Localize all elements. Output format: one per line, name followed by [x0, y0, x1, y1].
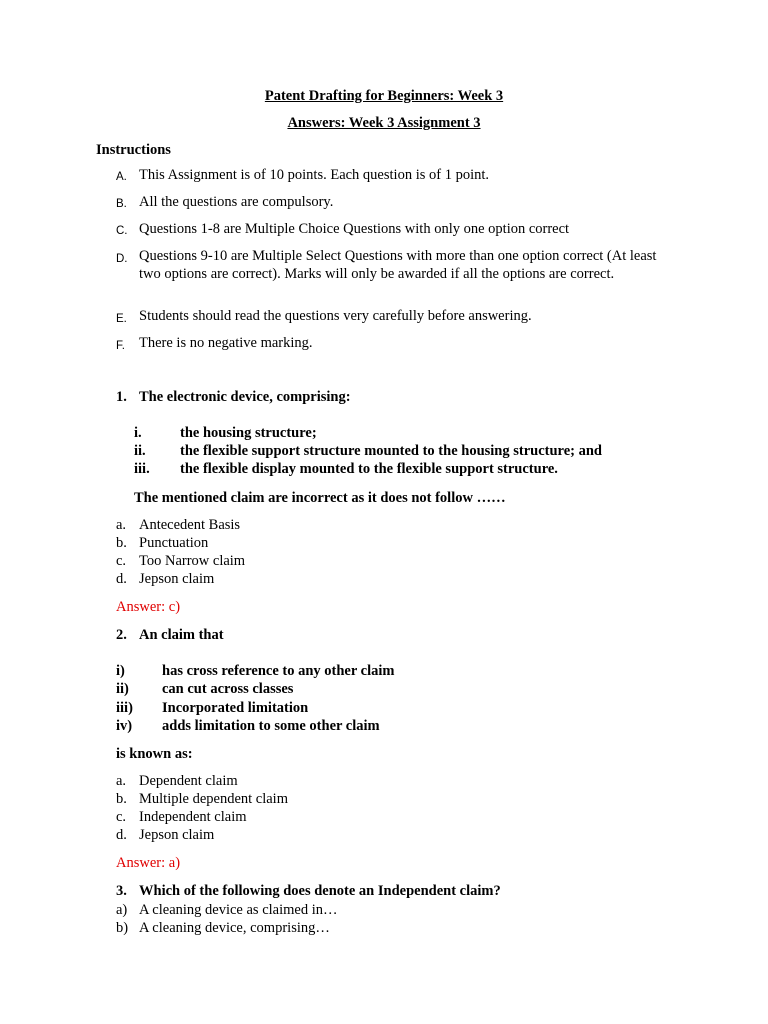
question-number: 1. — [116, 389, 127, 405]
option-text: Dependent claim — [139, 773, 238, 789]
sub-item-text: the housing structure; — [180, 425, 317, 441]
list-marker: D. — [116, 253, 128, 265]
option-text: Jepson claim — [139, 827, 215, 843]
list-text: There is no negative marking. — [139, 335, 313, 351]
list-text: Questions 1-8 are Multiple Choice Questions with only one option correct — [139, 221, 570, 237]
option-marker: b) — [116, 920, 129, 936]
sub-item-text: the flexible support structure mounted to the housing structure; and — [180, 443, 602, 459]
list-text: This Assignment is of 10 points. Each question is of 1 point. — [139, 167, 490, 183]
sub-item-text: Incorporated limitation — [162, 700, 309, 716]
list-text: Students should read the questions very carefully before answering. — [139, 308, 532, 324]
option-marker: d. — [116, 571, 127, 587]
sub-item-text: adds limitation to some other claim — [162, 718, 380, 734]
list-marker: F. — [116, 340, 125, 352]
sub-item-marker: ii) — [116, 681, 129, 697]
question-number: 3. — [116, 883, 127, 899]
option-text: Punctuation — [139, 535, 209, 551]
option-marker: a. — [116, 517, 127, 533]
sub-item-text: can cut across classes — [162, 681, 294, 697]
question-text: An claim that — [139, 627, 224, 643]
page-title: Patent Drafting for Beginners: Week 3 — [264, 88, 504, 104]
page-subtitle: Answers: Week 3 Assignment 3 — [287, 115, 481, 131]
list-text: Questions 9-10 are Multiple Select Questions with more than one option correct (At least two options are correct). Marks will only be awarded if all the options are correct. — [139, 248, 657, 282]
option-marker: c. — [116, 553, 127, 569]
sub-item-text: has cross reference to any other claim — [162, 663, 395, 679]
list-marker: C. — [116, 225, 128, 237]
option-text: Too Narrow claim — [139, 553, 246, 569]
option-text: A cleaning device as claimed in… — [139, 902, 338, 918]
option-text: Jepson claim — [139, 571, 215, 587]
option-marker: a) — [116, 902, 128, 918]
sub-item-text: the flexible display mounted to the flexible support structure. — [180, 461, 558, 477]
sub-item-marker: i) — [116, 663, 125, 679]
list-marker: A. — [116, 171, 127, 183]
option-marker: b. — [116, 535, 127, 551]
option-marker: d. — [116, 827, 127, 843]
sub-item-marker: iv) — [116, 718, 133, 734]
question-text: Which of the following does denote an Independent claim? — [139, 883, 501, 899]
instructions-heading: Instructions — [96, 142, 171, 158]
question-text: The electronic device, comprising: — [139, 389, 351, 405]
sub-item-marker: iii) — [116, 700, 133, 716]
question-number: 2. — [116, 627, 127, 643]
list-marker: E. — [116, 313, 127, 325]
option-marker: a. — [116, 773, 127, 789]
option-text: A cleaning device, comprising… — [139, 920, 330, 936]
list-marker: B. — [116, 198, 127, 210]
question-followup: The mentioned claim are incorrect as it does not follow …… — [134, 490, 506, 506]
sub-item-marker: ii. — [134, 443, 146, 459]
option-text: Independent claim — [139, 809, 247, 825]
answer-text: Answer: c) — [116, 599, 181, 615]
answer-text: Answer: a) — [116, 855, 181, 871]
option-marker: c. — [116, 809, 127, 825]
option-marker: b. — [116, 791, 127, 807]
list-text: All the questions are compulsory. — [139, 194, 334, 210]
sub-item-marker: iii. — [134, 461, 150, 477]
question-followup: is known as: — [116, 746, 193, 762]
sub-item-marker: i. — [134, 425, 142, 441]
option-text: Multiple dependent claim — [139, 791, 288, 807]
option-text: Antecedent Basis — [139, 517, 241, 533]
